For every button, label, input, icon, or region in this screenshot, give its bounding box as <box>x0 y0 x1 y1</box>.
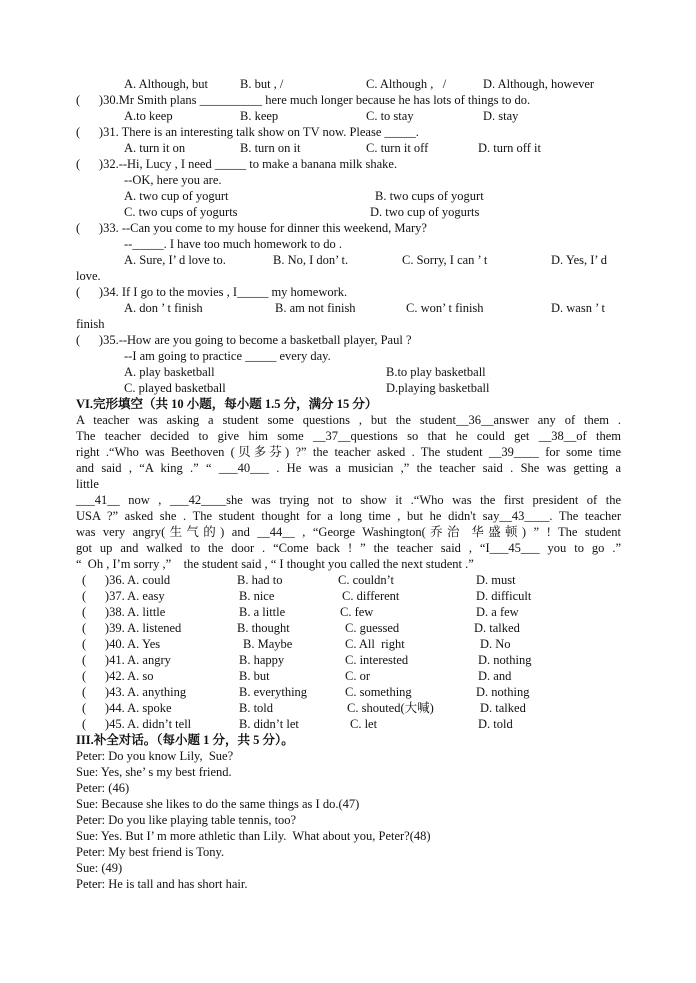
cloze-passage-line-8: was very angry(生气的) and __44__ , “George Washington(乔治 华盛顿) ” ! The student <box>76 525 621 539</box>
cloze-q42-option-a: ( )42. A. so <box>82 669 154 683</box>
cloze-passage-line-10: “ Oh , I’m sorry ,” the student said , “ I thought you called the next student .” <box>76 557 474 571</box>
q34-option-c: C. won’ t finish <box>406 301 484 315</box>
dialogue-line: Sue: Yes, she’ s my best friend. <box>76 765 232 779</box>
cloze-q38-option-b: B. a little <box>239 605 286 619</box>
cloze-q37-option-d: D. difficult <box>476 589 532 603</box>
q31-option-a: A. turn it on <box>124 141 186 155</box>
cloze-q43-option-d: D. nothing <box>476 685 530 699</box>
dialogue-line: Peter: Do you like playing table tennis, too? <box>76 813 297 827</box>
q34-option-b: B. am not finish <box>275 301 356 315</box>
dialogue-line: Peter: My best friend is Tony. <box>76 845 225 859</box>
cloze-q40-option-a: ( )40. A. Yes <box>82 637 161 651</box>
q29-option-d: D. Although, however <box>483 77 595 91</box>
q32-option-c: C. two cups of yogurts <box>124 205 238 219</box>
cloze-q39-option-b: B. thought <box>237 621 290 635</box>
cloze-q42-option-b: B. but <box>239 669 270 683</box>
cloze-q41-option-c: C. interested <box>345 653 409 667</box>
question-32: ( )32.--Hi, Lucy , I need _____ to make a banana milk shake. <box>76 157 398 171</box>
dialogue-line: Peter: (46) <box>76 781 130 795</box>
q35-option-b: B.to play basketball <box>386 365 486 379</box>
cloze-passage-line-2: The teacher decided to give him some __37__questions so that he could get __38__of them <box>76 429 621 443</box>
q35-option-d: D.playing basketball <box>386 381 490 395</box>
cloze-q40-option-b: B. Maybe <box>243 637 293 651</box>
q32-option-d: D. two cup of yogurts <box>370 205 480 219</box>
dialogue-line: Sue: (49) <box>76 861 123 875</box>
q29-option-b: B. but , / <box>240 77 284 91</box>
cloze-q40-option-d: D. No <box>480 637 511 651</box>
question-33-reply: --_____. I have too much homework to do . <box>124 237 343 251</box>
cloze-q37-option-c: C. different <box>342 589 400 603</box>
q30-option-c: C. to stay <box>366 109 414 123</box>
cloze-q45-option-d: D. told <box>478 717 513 731</box>
cloze-passage-line-4: and said , “A king .” “ ___40___ . He was a musician ,” the teacher said . She was getting a <box>76 461 621 475</box>
q31-option-d: D. turn off it <box>478 141 541 155</box>
cloze-q44-option-c: C. shouted(大喊) <box>347 701 434 715</box>
cloze-q41-option-b: B. happy <box>239 653 285 667</box>
dialogue-line: Peter: Do you know Lily, Sue? <box>76 749 234 763</box>
cloze-q43-option-c: C. something <box>345 685 412 699</box>
q31-option-c: C. turn it off <box>366 141 429 155</box>
question-33: ( )33. --Can you come to my house for dinner this weekend, Mary? <box>76 221 427 235</box>
q35-option-c: C. played basketball <box>124 381 226 395</box>
question-34: ( )34. If I go to the movies , I_____ my homework. <box>76 285 348 299</box>
cloze-q45-option-c: C. let <box>350 717 378 731</box>
cloze-passage-line-6: ___41__ now , ___42____she was trying not to show it .“Who was the first president of the <box>76 493 621 507</box>
cloze-q39-option-d: D. talked <box>474 621 520 635</box>
cloze-q37-option-b: B. nice <box>239 589 275 603</box>
cloze-q38-option-a: ( )38. A. little <box>82 605 166 619</box>
q34-option-d: D. wasn ’ t <box>551 301 605 315</box>
cloze-q44-option-d: D. talked <box>480 701 526 715</box>
q33-option-a: A. Sure, I’ d love to. <box>124 253 226 267</box>
cloze-q36-option-d: D. must <box>476 573 516 587</box>
cloze-q36-option-c: C. couldn’t <box>338 573 395 587</box>
cloze-passage-line-5: little <box>76 477 99 491</box>
dialogue-line: Peter: He is tall and has short hair. <box>76 877 248 891</box>
cloze-passage-line-3: right .“Who was Beethoven (贝多芬) ?” the teacher asked . The student __39____ for some time <box>76 445 621 459</box>
cloze-q40-option-c: C. All right <box>345 637 405 651</box>
cloze-q45-option-b: B. didn’t let <box>239 717 299 731</box>
cloze-q42-option-d: D. and <box>478 669 512 683</box>
cloze-passage-line-9: got up and walked to the door . “Come back ! ” the teacher said , “I___45___ you to go .” <box>76 541 621 555</box>
dialogue-heading: III.补全对话。（每小题 1 分，共 5 分）。 <box>76 733 294 747</box>
question-30: ( )30.Mr Smith plans __________ here much longer because he has lots of things to do. <box>76 93 531 107</box>
cloze-q45-option-a: ( )45. A. didn’t tell <box>82 717 192 731</box>
q32-option-a: A. two cup of yogurt <box>124 189 229 203</box>
question-34-wrap: finish <box>76 317 105 331</box>
dialogue-line: Sue: Because she likes to do the same things as I do.(47) <box>76 797 360 811</box>
question-32-reply: --OK, here you are. <box>124 173 222 187</box>
q32-option-b: B. two cups of yogurt <box>375 189 484 203</box>
cloze-q37-option-a: ( )37. A. easy <box>82 589 165 603</box>
question-31: ( )31. There is an interesting talk show on TV now. Please _____. <box>76 125 419 139</box>
q30-option-a: A.to keep <box>124 109 173 123</box>
cloze-q43-option-b: B. everything <box>239 685 308 699</box>
q30-option-b: B. keep <box>240 109 279 123</box>
cloze-q44-option-a: ( )44. A. spoke <box>82 701 172 715</box>
q33-option-d: D. Yes, I’ d <box>551 253 608 267</box>
dialogue-line: Sue: Yes. But I’ m more athletic than Lily. What about you, Peter?(48) <box>76 829 431 843</box>
question-35-reply: --I am going to practice _____ every day. <box>124 349 331 363</box>
q29-option-c: C. Although , / <box>366 77 447 91</box>
q29-option-a: A. Although, but <box>124 77 209 91</box>
q33-option-b: B. No, I don’ t. <box>273 253 349 267</box>
cloze-q38-option-c: C. few <box>340 605 374 619</box>
q34-option-a: A. don ’ t finish <box>124 301 203 315</box>
cloze-q39-option-c: C. guessed <box>345 621 400 635</box>
question-35: ( )35.--How are you going to become a basketball player, Paul ? <box>76 333 412 347</box>
q35-option-a: A. play basketball <box>124 365 215 379</box>
q30-option-d: D. stay <box>483 109 519 123</box>
cloze-q41-option-a: ( )41. A. angry <box>82 653 171 667</box>
cloze-passage-line-1: A teacher was asking a student some questions , but the student__36__answer any of them . <box>76 413 621 427</box>
cloze-q36-option-a: ( )36. A. could <box>82 573 171 587</box>
cloze-q36-option-b: B. had to <box>237 573 283 587</box>
cloze-q44-option-b: B. told <box>239 701 274 715</box>
q33-option-c: C. Sorry, I can ’ t <box>402 253 488 267</box>
cloze-q38-option-d: D. a few <box>476 605 519 619</box>
cloze-q41-option-d: D. nothing <box>478 653 532 667</box>
question-33-wrap: love. <box>76 269 101 283</box>
cloze-q39-option-a: ( )39. A. listened <box>82 621 182 635</box>
cloze-heading: VI.完形填空（共 10 小题，每小题 1.5 分，满分 15 分） <box>76 397 378 411</box>
cloze-q42-option-c: C. or <box>345 669 370 683</box>
cloze-q43-option-a: ( )43. A. anything <box>82 685 187 699</box>
q31-option-b: B. turn on it <box>240 141 301 155</box>
cloze-passage-line-7: USA ?” asked she . The student thought for a long time , but he didn't say__43____. The teacher <box>76 509 621 523</box>
